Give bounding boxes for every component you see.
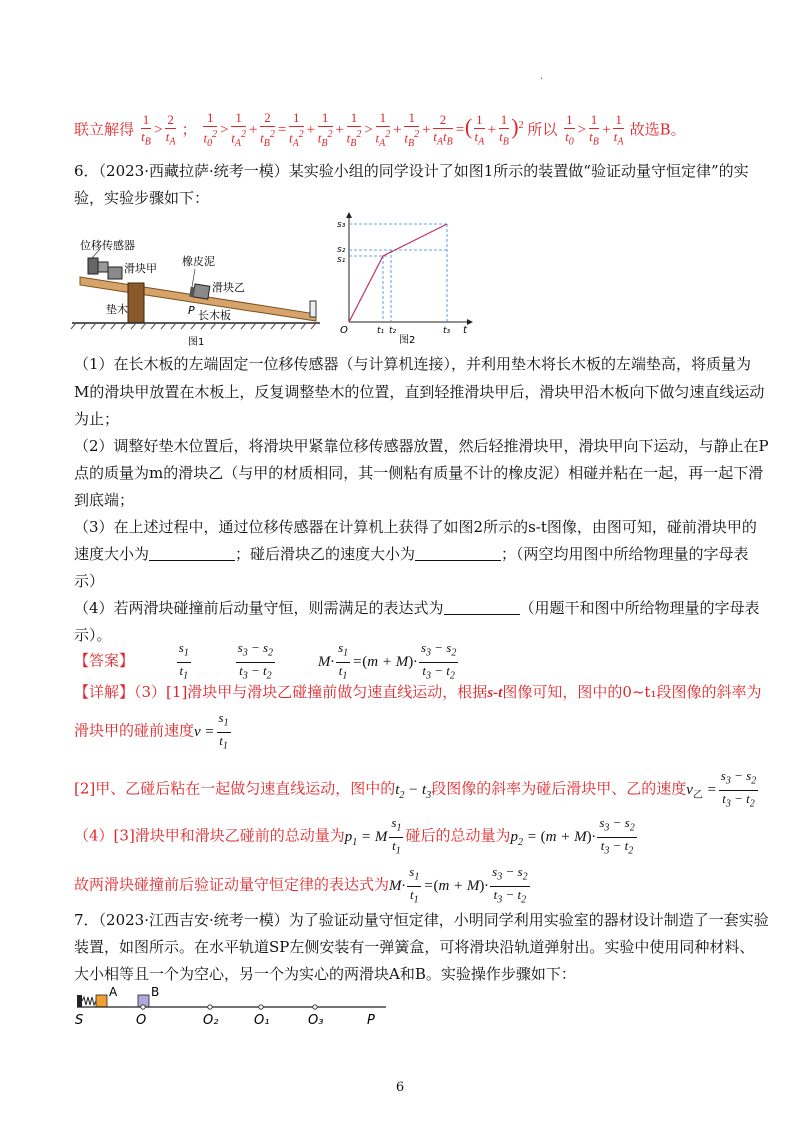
wooden-block-shape bbox=[128, 283, 144, 323]
block-a-label: A bbox=[109, 985, 118, 999]
detail5-text-a: 故两滑块碰撞前后验证动量守恒定律的表达式为 bbox=[74, 875, 390, 894]
answer-line: 【答案】 $\frac{s_1}{t_1}$ $\frac{s_3 - s_2}{t_3 - t_2}$ M· $\frac{s_1}{t_1}$ =(m + M)· $\frac{s_3 - s_2}{t_3 - t_2}$ bbox=[74, 640, 457, 682]
step1-line1: （1）在长木板的左端固定一位移传感器（与计算机连接），并利用垫木将长木板的左端垫高，将质量为 bbox=[74, 355, 752, 373]
scan-mark: · bbox=[540, 74, 544, 85]
x-tick-t1: t₁ bbox=[377, 326, 385, 336]
board-label: 长木板 bbox=[198, 309, 231, 322]
q6-intro-line1: 6．（2023·西藏拉萨·统考一模）某实验小组的同学设计了如图1所示的装置做“验证动量守恒定律”的实 bbox=[74, 162, 749, 180]
q7-line1: 7．（2023·江西吉安·统考一模）为了验证动量守恒定律，小明同学利用实验室的器材设计制造了一套实验 bbox=[74, 911, 769, 929]
sensor-shape bbox=[88, 258, 98, 274]
step3-text-b: ；碰后滑块乙的速度大小为 bbox=[235, 545, 416, 563]
figure-2-st-graph bbox=[335, 210, 475, 345]
slider-b-label: 滑块乙 bbox=[212, 281, 245, 294]
detail1-text-c: 图像可知，图中的0~t₁段图像的斜率为 bbox=[502, 683, 762, 701]
slider-b-shape bbox=[193, 284, 210, 299]
figure-2-caption: 图2 bbox=[399, 335, 416, 345]
separator-text: ； bbox=[181, 120, 197, 139]
step2-line3: 到底端； bbox=[74, 491, 135, 509]
detail-line4: （4）[3]滑块甲和滑块乙碰前的总动量为$p_1 = M$ $\frac{s_1}{t_1}$ 碰后的总动量为$p_2 = (m + M)\cdot$ $\frac{s_3 - s_2}{t_3 - t_2}$ bbox=[74, 815, 635, 857]
step4-text-b: （用题干和图中所给物理量的字母表 bbox=[519, 599, 760, 617]
step4-text-a: （4）若两滑块碰撞前后动量守恒，则需满足的表达式为 bbox=[74, 599, 444, 617]
step3-text-a: 速度大小为 bbox=[74, 545, 150, 563]
detail-line1 bbox=[74, 682, 762, 703]
detail2-text-a: 滑块甲的碰前速度 bbox=[74, 721, 195, 740]
page-number: 6 bbox=[395, 1080, 405, 1095]
slider-a-shape bbox=[108, 267, 122, 279]
figure-1-caption: 图1 bbox=[188, 337, 205, 348]
spring-shape bbox=[82, 997, 96, 1005]
y-tick-s2: s₂ bbox=[337, 245, 346, 255]
step2-line2: 点的质量为m的滑块乙（与甲的材质相同，其一侧粘有质量不计的橡皮泥）相碰并粘在一起，再一起下滑 bbox=[74, 464, 764, 482]
previous-answer-line: 联立解得 $\frac{1}{t_B}$ > $\frac{2}{t_A}$ ； $\frac{1}{t_0^2}$ > $\frac{1}{t_A^2}$ + $\frac{2}{t_B^2}$ = $\frac{1}{t_A^2}$ + $\frac{1}{t_B^2}$ + $\frac{1}{t_B^2}$ > $\frac{1}{t_A^2}$ + $\frac{1}{t_B^2}$ + $\frac{2}{t_At_B}$ =( $\frac{1}{t_A}$ + $\frac{1}{t_B}$ )$^2$ 所以 $\frac{1}{t_0}$ > $\frac{1}{t_B}$ + $\frac{1}{t_A}$ 故选B。 bbox=[74, 110, 686, 149]
figure-1-apparatus bbox=[70, 225, 325, 350]
step1-line2: M的滑块甲放置在木板上，反复调整垫木的位置，直到轻推滑块甲后，滑块甲沿木板向下做匀速直线运动 bbox=[74, 383, 765, 401]
detail1-text-a: （3）[1]滑块甲与滑块乙碰撞前做匀速直线运动，根据 bbox=[134, 683, 488, 701]
block-a-shape bbox=[96, 995, 107, 1007]
q7-line2: 装置，如图所示。在水平轨道SP左侧安装有一弹簧盒，可将滑块沿轨道弹射出。实验中使用同种材料、 bbox=[74, 938, 755, 956]
x-tick-t3: t₃ bbox=[443, 326, 451, 336]
track-label-s: S bbox=[75, 1013, 84, 1027]
x-tick-t2: t₂ bbox=[389, 326, 397, 336]
figure-q7-track bbox=[70, 985, 390, 1027]
q7-line3: 大小相等且一个为空心，另一个为实心的两滑块A和B。实验操作步骤如下： bbox=[74, 965, 576, 983]
slider-a-label: 滑块甲 bbox=[124, 262, 157, 275]
origin-label: O bbox=[340, 325, 348, 336]
step1-line3: 为止； bbox=[74, 410, 120, 428]
step2-line1: （2）调整好垫木位置后，将滑块甲紧靠位移传感器放置，然后轻推滑块甲，滑块甲向下运动，与静止在P bbox=[74, 437, 769, 455]
step3-line2 bbox=[74, 544, 749, 564]
answer-blank-2[interactable] bbox=[415, 546, 501, 561]
track-label-o3: O₃ bbox=[308, 1013, 324, 1027]
step4-line1 bbox=[74, 598, 760, 618]
sensor-head-shape bbox=[98, 262, 108, 272]
step4-line2: 示）。 bbox=[74, 626, 112, 644]
x-axis-label: t bbox=[463, 325, 467, 336]
answer-blank-3[interactable] bbox=[444, 600, 520, 615]
y-tick-s1: s₁ bbox=[337, 255, 346, 265]
detail-line5: 故两滑块碰撞前后验证动量守恒定律的表达式为M· $\frac{s_1}{t_1}$ =(m + M)· $\frac{s_3 - s_2}{t_3 - t_2}$ bbox=[74, 864, 528, 906]
end-stop-shape bbox=[310, 301, 316, 317]
so-text: 所以 bbox=[527, 120, 558, 139]
spring-box-shape bbox=[77, 995, 82, 1007]
track-label-o: O bbox=[136, 1013, 147, 1027]
track-label-o2: O₂ bbox=[203, 1013, 219, 1027]
block-label: 垫木 bbox=[106, 303, 128, 316]
sensor-label: 位移传感器 bbox=[80, 239, 135, 252]
detail-line3: [2]甲、乙碰后粘在一起做匀速直线运动，图中的$t_2 - t_3$段图像的斜率为碰后滑块甲、乙的速度$v_乙$ = $\frac{s_3 - s_2}{t_3 - t_2}$ bbox=[74, 768, 757, 810]
y-tick-s3: s₃ bbox=[337, 220, 346, 230]
detail-line2: 滑块甲的碰前速度v = $\frac{s_1}{t_1}$ bbox=[74, 710, 229, 752]
track-label-p: P bbox=[367, 1013, 375, 1027]
detail-label: 【详解】 bbox=[74, 683, 135, 701]
detail3-text-a: [2]甲、乙碰后粘在一起做匀速直线运动，图中的 bbox=[74, 779, 396, 798]
detail1-st: s-t bbox=[487, 685, 503, 701]
block-b-label: B bbox=[151, 985, 160, 999]
step3-line1: （3）在上述过程中，通过位移传感器在计算机上获得了如图2所示的s-t图像，由图可知，碰前滑块甲的 bbox=[74, 518, 757, 536]
prefix-text: 联立解得 bbox=[74, 120, 135, 139]
track-label-o1: O₁ bbox=[254, 1013, 270, 1027]
detail3-text-b: 段图像的斜率为碰后滑块甲、乙的速度 bbox=[431, 779, 687, 798]
st-curve bbox=[349, 224, 447, 322]
q6-intro-line2: 验，实验步骤如下： bbox=[74, 189, 210, 207]
point-p-label: P bbox=[188, 304, 195, 317]
detail4-text-a: （4）[3]滑块甲和滑块乙碰前的总动量为 bbox=[74, 826, 345, 845]
conclusion-text: 故选B。 bbox=[629, 120, 686, 139]
step3-text-c: ；（两空均用图中所给物理量的字母表 bbox=[501, 545, 749, 563]
step3-line3: 示） bbox=[74, 572, 105, 590]
detail4-text-b: 碰后的总动量为 bbox=[405, 826, 511, 845]
answer-label: 【答案】 bbox=[74, 651, 135, 670]
answer-blank-1[interactable] bbox=[149, 546, 235, 561]
putty-label: 橡皮泥 bbox=[182, 255, 215, 268]
